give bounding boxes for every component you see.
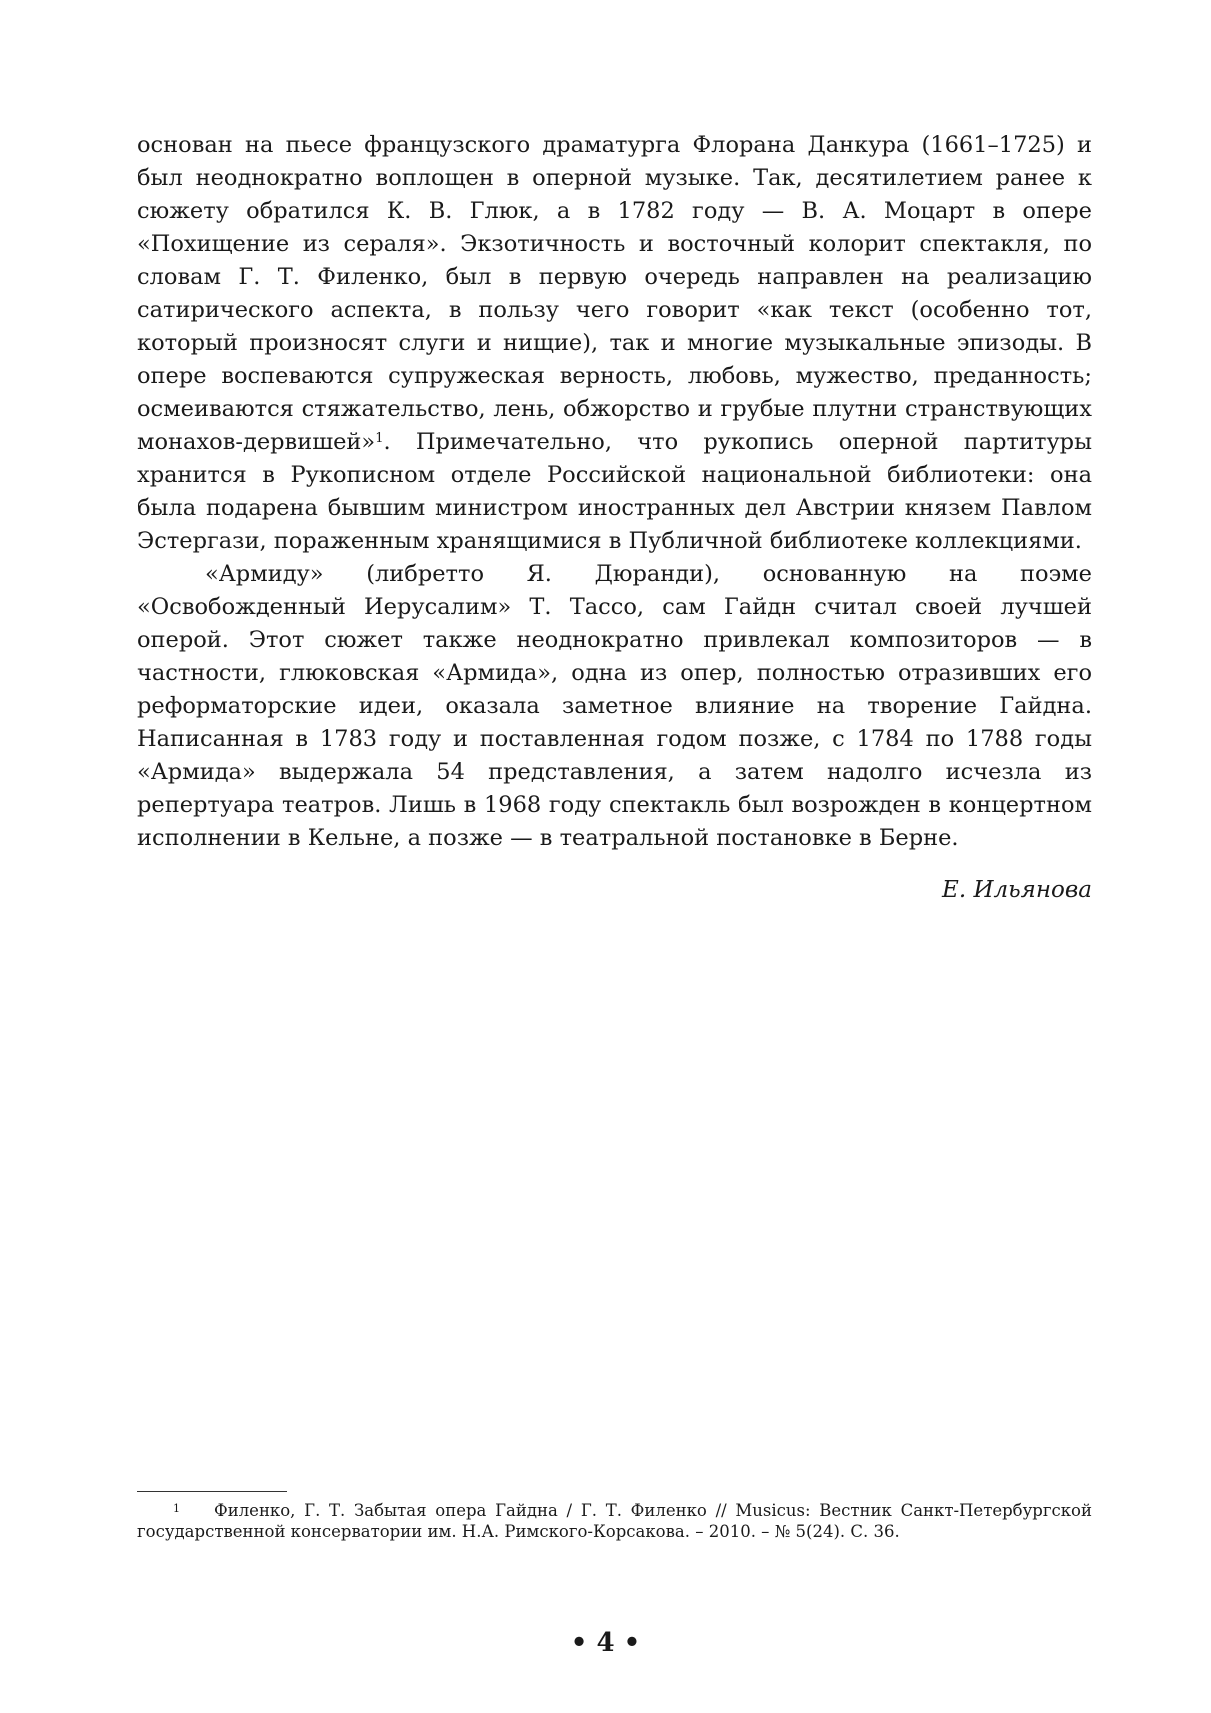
author-signature: Е. Ильянова (942, 877, 1092, 903)
main-text (137, 129, 1092, 855)
footnote-reference[interactable]: 1 (375, 431, 384, 446)
paragraph-2: «Армиду» (либретто Я. Дюранди), основанную на поэме «Освобожденный Иерусалим» Т. Тассо, сам Гайдн считал своей лучшей оперой. Этот сюжет также неоднократно привлекал композиторов — в частности, глюковская «Армида», одна из опер, полностью отразивших его реформаторские идеи, оказала заметное влияние на творение Гайдна. Написанная в 1783 году и поставленная годом позже, с 1784 по 1788 годы «Армида» выдержала 54 представления, а затем надолго исчезла из репертуара театров. Лишь в 1968 году спектакль был возрожден в концертном исполнении в Кельне, а позже — в театральной постановке в Берне. (137, 561, 1092, 851)
paragraph-1-text-end: . Примечательно, что рукопись оперной партитуры хранится в Рукописном отделе Российской национальной библиотеки: она была подарена бывшим министром иностранных дел Австрии князем Павлом Эстергази, пораженным хранящимися в Публичной библиотеке коллекциями. (137, 429, 1092, 554)
paragraph-1-text-start: основан на пьесе французского драматурга Флорана Данкура (1661–1725) и был неоднократно воплощен в оперной музыке. Так, десятилетием ранее к сюжету обратился К. В. Глюк, а в 1782 году — В. А. Моцарт в опере «Похищение из сераля». Экзотичность и восточный колорит спектакля, по словам Г. Т. Филенко, был в первую очередь направлен на реализацию сатирического аспекта, в пользу чего говорит «как текст (особенно тот, который произносят слуги и нищие), так и многие музыкальные эпизоды. В опере воспеваются супружеская верность, любовь, мужество, преданность; осмеиваются стяжательство, лень, обжорство и грубые плутни странствующих монахов-дервишей» (137, 132, 1092, 455)
footnote-text: Филенко, Г. Т. Забытая опера Гайдна / Г. Т. Филенко // Musicus: Вестник Санкт-Петербургской государственной консерватории им. Н.А. Римского-Корсакова. – 2010. – № 5(24). С. 36. (137, 1501, 1092, 1541)
footnote-number: 1 (173, 1502, 180, 1515)
paragraph-1 (137, 129, 1092, 558)
footnote-divider (137, 1491, 287, 1492)
page-number: • 4 • (570, 1628, 641, 1658)
footnote (137, 1500, 1092, 1542)
